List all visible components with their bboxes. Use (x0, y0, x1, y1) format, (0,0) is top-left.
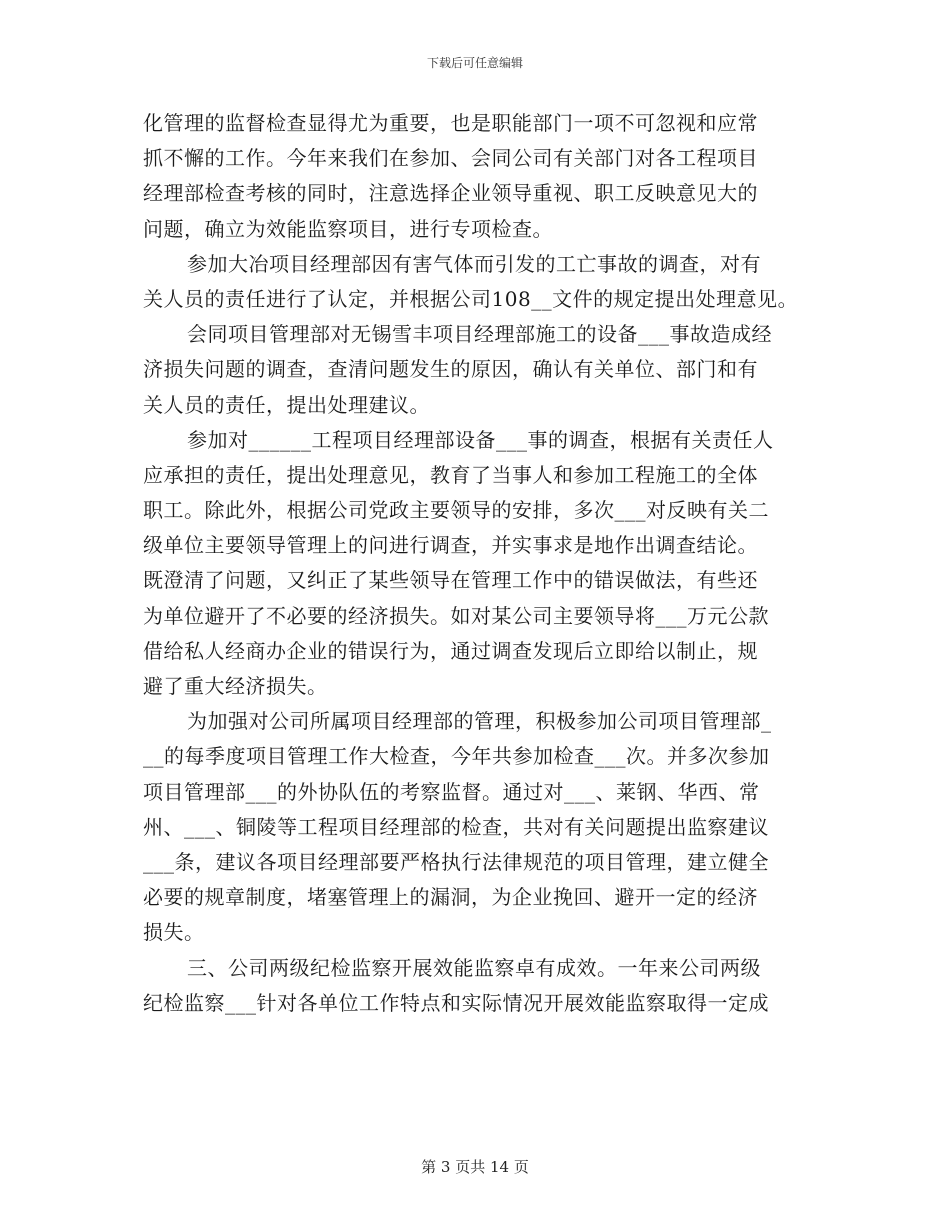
text-line: 项目管理部___的外协队伍的考察监督。通过对___、莱钢、华西、常 (143, 779, 760, 804)
text-line: 关人员的责任，提出处理建议。 (143, 392, 430, 417)
page-number: 第 3 页共 14 页 (421, 1158, 529, 1176)
text-line: __的每季度项目管理工作大检查，今年共参加检查___次。并多次参加 (143, 744, 770, 769)
text-line: 借给私人经商办企业的错误行为，通过调查发现后立即给以制止，规 (143, 638, 758, 663)
paragraph-start-line: 参加大冶项目经理部因有害气体而引发的工亡事故的调查，对有 (187, 251, 761, 276)
text-line: 必要的规章制度，堵塞管理上的漏洞，为企业挽回、避开一定的经济 (143, 885, 758, 910)
text-line: 州、___、铜陵等工程项目经理部的检查，共对有关问题提出监察建议 (143, 814, 769, 839)
document-body (143, 106, 813, 1021)
text-line: 既澄清了问题，又纠正了某些领导在管理工作中的错误做法，有些还 (143, 568, 758, 593)
text-line: 为单位避开了不必要的经济损失。如对某公司主要领导将___万元公款 (143, 603, 769, 628)
text-line: 关人员的责任进行了认定，并根据公司108__文件的规定提出处理意见。 (143, 286, 799, 311)
text-line: 问题，确立为效能监察项目，进行专项检查。 (143, 216, 553, 241)
paragraph-start-line: 会同项目管理部对无锡雪丰项目经理部施工的设备___事故造成经 (187, 322, 772, 347)
paragraph-start-line: 为加强对公司所属项目经理部的管理，积极参加公司项目管理部_ (187, 709, 772, 734)
text-line: ___条，建议各项目经理部要严格执行法律规范的项目管理，建立健全 (143, 849, 769, 874)
page-header: 下载后可任意编辑 (426, 56, 523, 70)
text-line: 抓不懈的工作。今年来我们在参加、会同公司有关部门对各工程项目 (143, 146, 758, 171)
paragraph-start-line: 参加对______工程项目经理部设备___事的调查，根据有关责任人 (187, 427, 774, 452)
text-line: 避了重大经济损失。 (143, 674, 328, 698)
text-line: 济损失问题的调查，查清问题发生的原因，确认有关单位、部门和有 (143, 357, 758, 382)
text-line: 化管理的监督检查显得尤为重要，也是职能部门一项不可忽视和应常 (143, 111, 758, 135)
text-line: 纪检监察___针对各单位工作特点和实际情况开展效能监察取得一定成 (143, 990, 769, 1015)
text-line: 经理部检查考核的同时，注意选择企业领导重视、职工反映意见大的 (143, 181, 758, 206)
text-line: 应承担的责任，提出处理意见，教育了当事人和参加工程施工的全体 (143, 462, 758, 487)
text-line: 级单位主要领导管理上的问进行调查，并实事求是地作出调查结论。 (143, 533, 758, 558)
paragraph-start-line: 三、公司两级纪检监察开展效能监察卓有成效。一年来公司两级 (187, 955, 761, 980)
text-line: 损失。 (143, 920, 205, 945)
text-line: 职工。除此外，根据公司党政主要领导的安排，多次___对反映有关二 (143, 498, 769, 523)
